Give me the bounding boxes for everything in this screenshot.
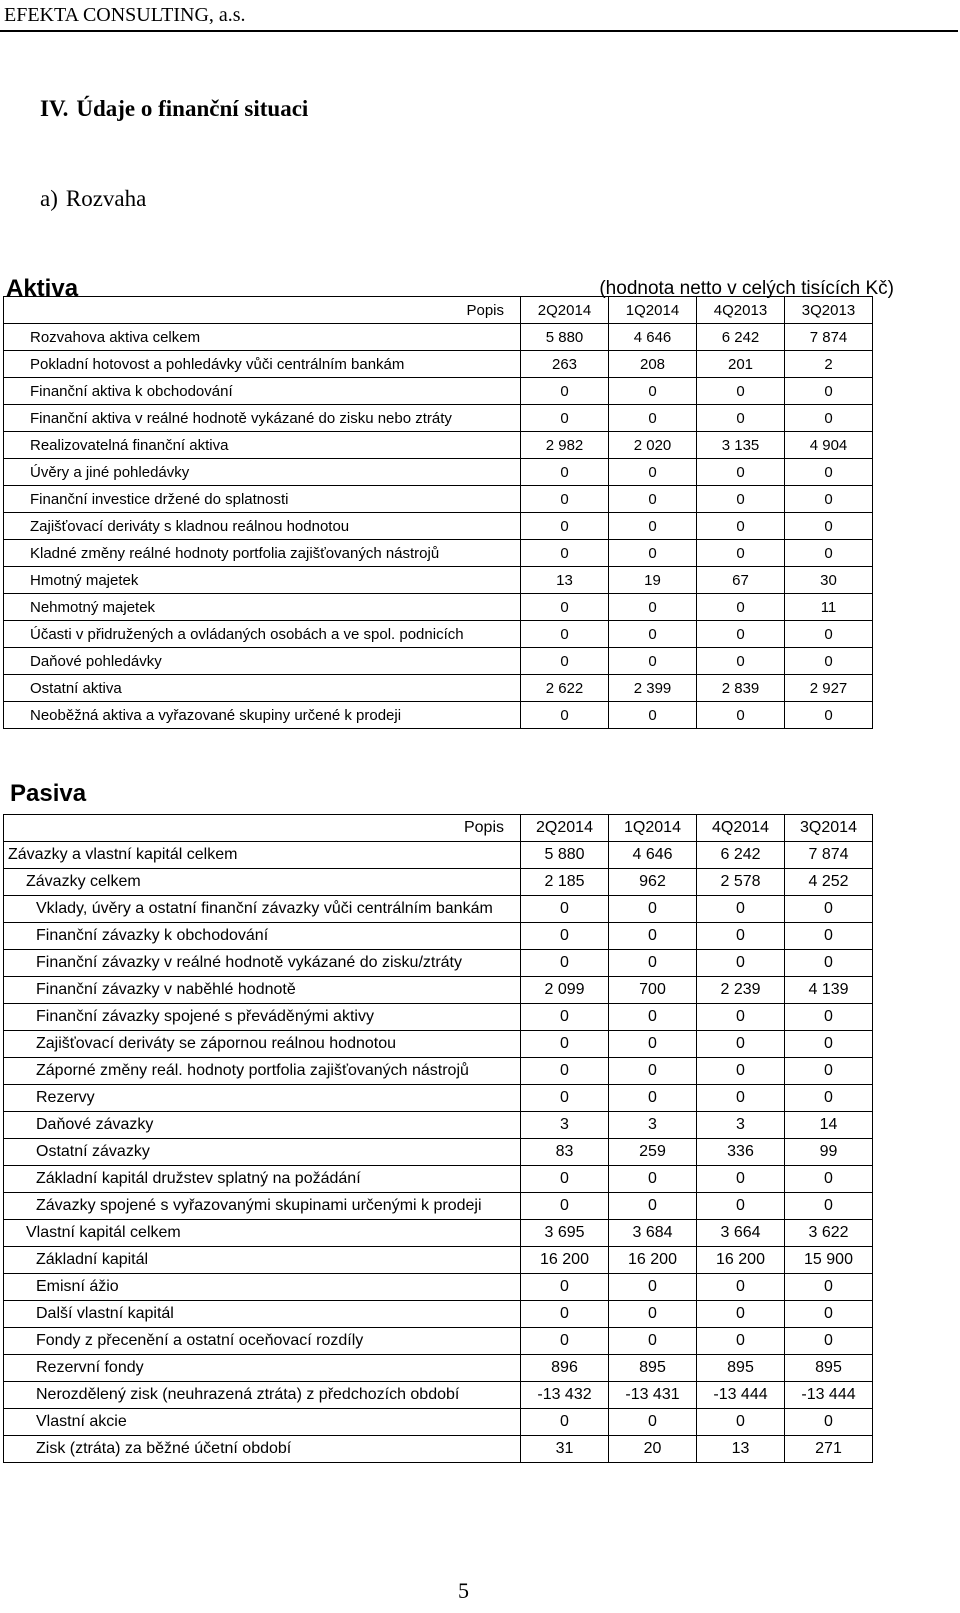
aktiva-row-value: 0 [697,486,785,513]
aktiva-row-value: 0 [609,702,697,729]
aktiva-row-value: 0 [521,486,609,513]
aktiva-row-value: 208 [609,351,697,378]
pasiva-row-value: 0 [609,1085,697,1112]
aktiva-table-row [4,540,873,567]
aktiva-quarter-header: 4Q2013 [697,297,785,324]
aktiva-table-row [4,675,873,702]
aktiva-row-value: 263 [521,351,609,378]
pasiva-row-value: 3 684 [609,1220,697,1247]
pasiva-quarter-header: 3Q2014 [785,815,873,842]
pasiva-row-value: 0 [697,1193,785,1220]
aktiva-row-value: 67 [697,567,785,594]
aktiva-title: Aktiva [6,275,79,302]
aktiva-row-value: 0 [697,594,785,621]
pasiva-row-value: -13 432 [521,1382,609,1409]
pasiva-row-value: 0 [521,923,609,950]
aktiva-row-value: 0 [521,378,609,405]
pasiva-row-value: 0 [521,1004,609,1031]
aktiva-row-value: 0 [521,594,609,621]
pasiva-table-row [4,1139,873,1166]
aktiva-row-value: 0 [609,540,697,567]
pasiva-row-value: 2 099 [521,977,609,1004]
aktiva-row-value: 0 [697,459,785,486]
aktiva-quarter-header: 1Q2014 [609,297,697,324]
pasiva-row-value: 0 [697,1301,785,1328]
aktiva-row-label: Finanční aktiva k obchodování [4,378,521,405]
pasiva-row-value: 6 242 [697,842,785,869]
section-number: IV. [40,96,69,121]
aktiva-table-row [4,351,873,378]
pasiva-row-label: Nerozdělený zisk (neuhrazená ztráta) z předchozích období [4,1382,521,1409]
aktiva-table-row [4,567,873,594]
pasiva-row-value: 4 139 [785,977,873,1004]
pasiva-row-value: 0 [785,1409,873,1436]
pasiva-row-value: 0 [697,923,785,950]
pasiva-row-value: 0 [697,1274,785,1301]
pasiva-row-label: Fondy z přecenění a ostatní oceňovací rozdíly [4,1328,521,1355]
aktiva-row-value: 30 [785,567,873,594]
pasiva-row-label: Rezervní fondy [4,1355,521,1382]
pasiva-row-value: -13 431 [609,1382,697,1409]
aktiva-row-value: 0 [697,621,785,648]
pasiva-row-value: 0 [785,950,873,977]
pasiva-table-row [4,1166,873,1193]
aktiva-row-value: 0 [785,378,873,405]
pasiva-row-value: 0 [785,923,873,950]
aktiva-row-value: 2 [785,351,873,378]
pasiva-row-value: 895 [609,1355,697,1382]
pasiva-row-value: 0 [609,1409,697,1436]
pasiva-row-value: 700 [609,977,697,1004]
aktiva-table-row [4,648,873,675]
aktiva-row-label: Pokladní hotovost a pohledávky vůči centrálním bankám [4,351,521,378]
pasiva-row-value: 896 [521,1355,609,1382]
aktiva-row-value: 6 242 [697,324,785,351]
aktiva-table-row [4,405,873,432]
pasiva-quarter-header: 4Q2014 [697,815,785,842]
pasiva-row-value: 0 [521,1031,609,1058]
pasiva-row-label: Finanční závazky v naběhlé hodnotě [4,977,521,1004]
aktiva-row-label: Ostatní aktiva [4,675,521,702]
pasiva-table-row [4,1436,873,1463]
pasiva-table-row [4,869,873,896]
pasiva-row-value: 16 200 [521,1247,609,1274]
pasiva-row-value: 336 [697,1139,785,1166]
aktiva-row-value: 0 [521,621,609,648]
pasiva-table-row [4,1409,873,1436]
pasiva-row-value: 0 [697,950,785,977]
pasiva-table-row [4,1058,873,1085]
aktiva-row-value: 201 [697,351,785,378]
aktiva-table-row [4,513,873,540]
pasiva-row-label: Další vlastní kapitál [4,1301,521,1328]
aktiva-row-label: Nehmotný majetek [4,594,521,621]
pasiva-row-value: 0 [785,1193,873,1220]
aktiva-row-value: 11 [785,594,873,621]
aktiva-row-value: 0 [785,486,873,513]
pasiva-row-value: 0 [697,1409,785,1436]
pasiva-row-value: 0 [609,1301,697,1328]
aktiva-row-value: 2 927 [785,675,873,702]
aktiva-table-row [4,621,873,648]
aktiva-row-value: 2 839 [697,675,785,702]
pasiva-table-row [4,1328,873,1355]
aktiva-row-label: Zajišťovací deriváty s kladnou reálnou hodnotou [4,513,521,540]
aktiva-row-value: 0 [785,540,873,567]
aktiva-row-value: 0 [609,378,697,405]
pasiva-row-value: 0 [521,1193,609,1220]
pasiva-row-value: 0 [785,1085,873,1112]
aktiva-quarter-header: 3Q2013 [785,297,873,324]
subsection-title: Rozvaha [65,186,147,211]
pasiva-table-row [4,1301,873,1328]
aktiva-row-value: 0 [785,513,873,540]
pasiva-row-value: 0 [785,1004,873,1031]
aktiva-row-value: 0 [697,378,785,405]
aktiva-row-value: 0 [609,405,697,432]
aktiva-row-value: 2 399 [609,675,697,702]
pasiva-row-label: Vlastní akcie [4,1409,521,1436]
pasiva-row-label: Rezervy [4,1085,521,1112]
pasiva-row-value: 0 [521,896,609,923]
pasiva-row-label: Vlastní kapitál celkem [4,1220,521,1247]
pasiva-row-value: 895 [785,1355,873,1382]
pasiva-row-label: Závazky spojené s vyřazovanými skupinami určenými k prodeji [4,1193,521,1220]
pasiva-table-row [4,1382,873,1409]
pasiva-row-value: 16 200 [609,1247,697,1274]
pasiva-row-value: 0 [609,1193,697,1220]
pasiva-row-value: 3 622 [785,1220,873,1247]
pasiva-table-row [4,1274,873,1301]
pasiva-row-value: 0 [697,1166,785,1193]
aktiva-row-value: 0 [609,513,697,540]
aktiva-row-value: 0 [785,621,873,648]
company-name: EFEKTA CONSULTING, a.s. [4,4,246,26]
pasiva-row-value: 0 [521,1328,609,1355]
pasiva-row-value: 5 880 [521,842,609,869]
aktiva-row-value: 0 [609,459,697,486]
pasiva-row-value: 0 [785,896,873,923]
aktiva-quarter-header: 2Q2014 [521,297,609,324]
pasiva-row-value: 0 [609,1274,697,1301]
page-number: 5 [458,1578,469,1603]
aktiva-row-label: Úvěry a jiné pohledávky [4,459,521,486]
pasiva-table-row [4,1220,873,1247]
aktiva-table-row [4,702,873,729]
aktiva-row-label: Kladné změny reálné hodnoty portfolia zajišťovaných nástrojů [4,540,521,567]
pasiva-row-value: 0 [785,1301,873,1328]
pasiva-table-row [4,1193,873,1220]
pasiva-table-row [4,1004,873,1031]
pasiva-row-value: 16 200 [697,1247,785,1274]
pasiva-row-value: 0 [697,1058,785,1085]
aktiva-row-value: 0 [785,459,873,486]
pasiva-table-row [4,923,873,950]
aktiva-row-label: Finanční aktiva v reálné hodnotě vykázané do zisku nebo ztráty [4,405,521,432]
pasiva-header-row [4,815,873,842]
pasiva-row-value: 0 [697,1085,785,1112]
pasiva-table-row [4,1085,873,1112]
pasiva-row-value: 14 [785,1112,873,1139]
pasiva-row-value: 15 900 [785,1247,873,1274]
aktiva-table-row [4,324,873,351]
pasiva-row-value: 3 664 [697,1220,785,1247]
pasiva-table-row [4,950,873,977]
pasiva-popis-header: Popis [4,815,521,842]
pasiva-table-row [4,842,873,869]
pasiva-row-value: 259 [609,1139,697,1166]
pasiva-row-value: 0 [785,1031,873,1058]
pasiva-row-value: 4 646 [609,842,697,869]
aktiva-row-label: Hmotný majetek [4,567,521,594]
aktiva-row-value: 0 [521,540,609,567]
aktiva-table [3,296,873,729]
aktiva-table-row [4,486,873,513]
pasiva-row-label: Záporné změny reál. hodnoty portfolia zajišťovaných nástrojů [4,1058,521,1085]
aktiva-row-value: 0 [697,405,785,432]
aktiva-row-label: Finanční investice držené do splatnosti [4,486,521,513]
pasiva-row-value: 3 [697,1112,785,1139]
pasiva-row-value: 0 [609,1031,697,1058]
pasiva-row-value: 0 [697,896,785,923]
pasiva-row-value: 31 [521,1436,609,1463]
pasiva-row-value: 7 874 [785,842,873,869]
aktiva-row-value: 4 904 [785,432,873,459]
pasiva-table [3,814,873,1463]
pasiva-row-value: 0 [609,1004,697,1031]
aktiva-row-label: Neoběžná aktiva a vyřazované skupiny určené k prodeji [4,702,521,729]
pasiva-row-value: 0 [609,923,697,950]
aktiva-row-value: 0 [609,648,697,675]
pasiva-row-value: 3 695 [521,1220,609,1247]
pasiva-row-value: 0 [609,1328,697,1355]
aktiva-row-value: 2 622 [521,675,609,702]
pasiva-row-label: Vklady, úvěry a ostatní finanční závazky vůči centrálním bankám [4,896,521,923]
pasiva-row-value: 0 [785,1058,873,1085]
pasiva-quarter-header: 1Q2014 [609,815,697,842]
pasiva-row-value: 2 239 [697,977,785,1004]
aktiva-row-value: 7 874 [785,324,873,351]
pasiva-table-row [4,977,873,1004]
pasiva-row-label: Závazky celkem [4,869,521,896]
page-header [0,0,958,32]
aktiva-row-value: 0 [785,648,873,675]
aktiva-row-value: 2 020 [609,432,697,459]
aktiva-row-value: 0 [521,702,609,729]
pasiva-row-value: 0 [521,1409,609,1436]
pasiva-row-value: 962 [609,869,697,896]
pasiva-row-value: 0 [521,1301,609,1328]
section-heading [40,96,308,122]
aktiva-row-value: 0 [697,702,785,729]
pasiva-row-value: -13 444 [697,1382,785,1409]
pasiva-row-value: 20 [609,1436,697,1463]
pasiva-row-value: 2 578 [697,869,785,896]
aktiva-row-value: 0 [697,540,785,567]
pasiva-row-label: Zisk (ztráta) za běžné účetní období [4,1436,521,1463]
aktiva-row-value: 19 [609,567,697,594]
aktiva-table-row [4,378,873,405]
aktiva-row-value: 0 [609,594,697,621]
aktiva-row-value: 0 [521,648,609,675]
pasiva-row-value: 0 [521,1085,609,1112]
pasiva-row-value: 2 185 [521,869,609,896]
section-title: Údaje o finanční situaci [76,96,309,121]
aktiva-row-value: 0 [521,405,609,432]
aktiva-table-row [4,594,873,621]
pasiva-row-value: 0 [521,1166,609,1193]
pasiva-row-value: 0 [609,896,697,923]
pasiva-quarter-header: 2Q2014 [521,815,609,842]
pasiva-title: Pasiva [10,780,87,807]
aktiva-row-value: 0 [609,486,697,513]
pasiva-row-label: Zajišťovací deriváty se zápornou reálnou hodnotou [4,1031,521,1058]
pasiva-row-label: Finanční závazky k obchodování [4,923,521,950]
aktiva-row-value: 3 135 [697,432,785,459]
pasiva-row-label: Emisní ážio [4,1274,521,1301]
pasiva-row-value: 0 [697,1328,785,1355]
subsection-heading [40,186,146,212]
pasiva-row-value: 271 [785,1436,873,1463]
pasiva-row-value: 3 [521,1112,609,1139]
aktiva-row-value: 5 880 [521,324,609,351]
subsection-number: a) [40,186,58,211]
aktiva-row-label: Rozvahova aktiva celkem [4,324,521,351]
pasiva-row-value: 0 [785,1166,873,1193]
pasiva-row-label: Ostatní závazky [4,1139,521,1166]
aktiva-table-row [4,459,873,486]
pasiva-row-label: Závazky a vlastní kapitál celkem [4,842,521,869]
pasiva-row-label: Základní kapitál družstev splatný na požádání [4,1166,521,1193]
pasiva-row-value: 99 [785,1139,873,1166]
pasiva-row-label: Základní kapitál [4,1247,521,1274]
pasiva-row-value: 0 [697,1004,785,1031]
aktiva-table-row [4,432,873,459]
pasiva-row-value: 0 [521,1274,609,1301]
aktiva-row-value: 0 [785,702,873,729]
aktiva-row-label: Daňové pohledávky [4,648,521,675]
aktiva-row-value: 13 [521,567,609,594]
pasiva-row-value: 0 [521,950,609,977]
pasiva-table-row [4,1247,873,1274]
aktiva-row-value: 0 [609,621,697,648]
pasiva-row-label: Daňové závazky [4,1112,521,1139]
aktiva-popis-header: Popis [4,297,521,324]
pasiva-row-value: 0 [609,1166,697,1193]
pasiva-table-row [4,1031,873,1058]
pasiva-row-value: 3 [609,1112,697,1139]
pasiva-row-label: Finanční závazky v reálné hodnotě vykázané do zisku/ztráty [4,950,521,977]
aktiva-row-value: 2 982 [521,432,609,459]
pasiva-row-value: 895 [697,1355,785,1382]
pasiva-row-value: 13 [697,1436,785,1463]
aktiva-row-value: 0 [697,513,785,540]
pasiva-table-row [4,896,873,923]
pasiva-row-value: 0 [609,1058,697,1085]
aktiva-row-value: 0 [521,513,609,540]
pasiva-table-row [4,1355,873,1382]
pasiva-row-value: 0 [609,950,697,977]
pasiva-row-value: 0 [697,1031,785,1058]
pasiva-table-row [4,1112,873,1139]
pasiva-row-label: Finanční závazky spojené s převáděnými aktivy [4,1004,521,1031]
pasiva-row-value: 0 [785,1328,873,1355]
aktiva-row-label: Realizovatelná finanční aktiva [4,432,521,459]
aktiva-row-value: 0 [697,648,785,675]
aktiva-row-value: 0 [521,459,609,486]
pasiva-row-value: 0 [785,1274,873,1301]
aktiva-row-value: 4 646 [609,324,697,351]
aktiva-header-row [4,297,873,324]
aktiva-unit-note: (hodnota netto v celých tisících Kč) [599,278,894,299]
pasiva-row-value: 0 [521,1058,609,1085]
aktiva-row-label: Účasti v přidružených a ovládaných osobách a ve spol. podnicích [4,621,521,648]
aktiva-row-value: 0 [785,405,873,432]
pasiva-row-value: 83 [521,1139,609,1166]
pasiva-row-value: 4 252 [785,869,873,896]
pasiva-row-value: -13 444 [785,1382,873,1409]
